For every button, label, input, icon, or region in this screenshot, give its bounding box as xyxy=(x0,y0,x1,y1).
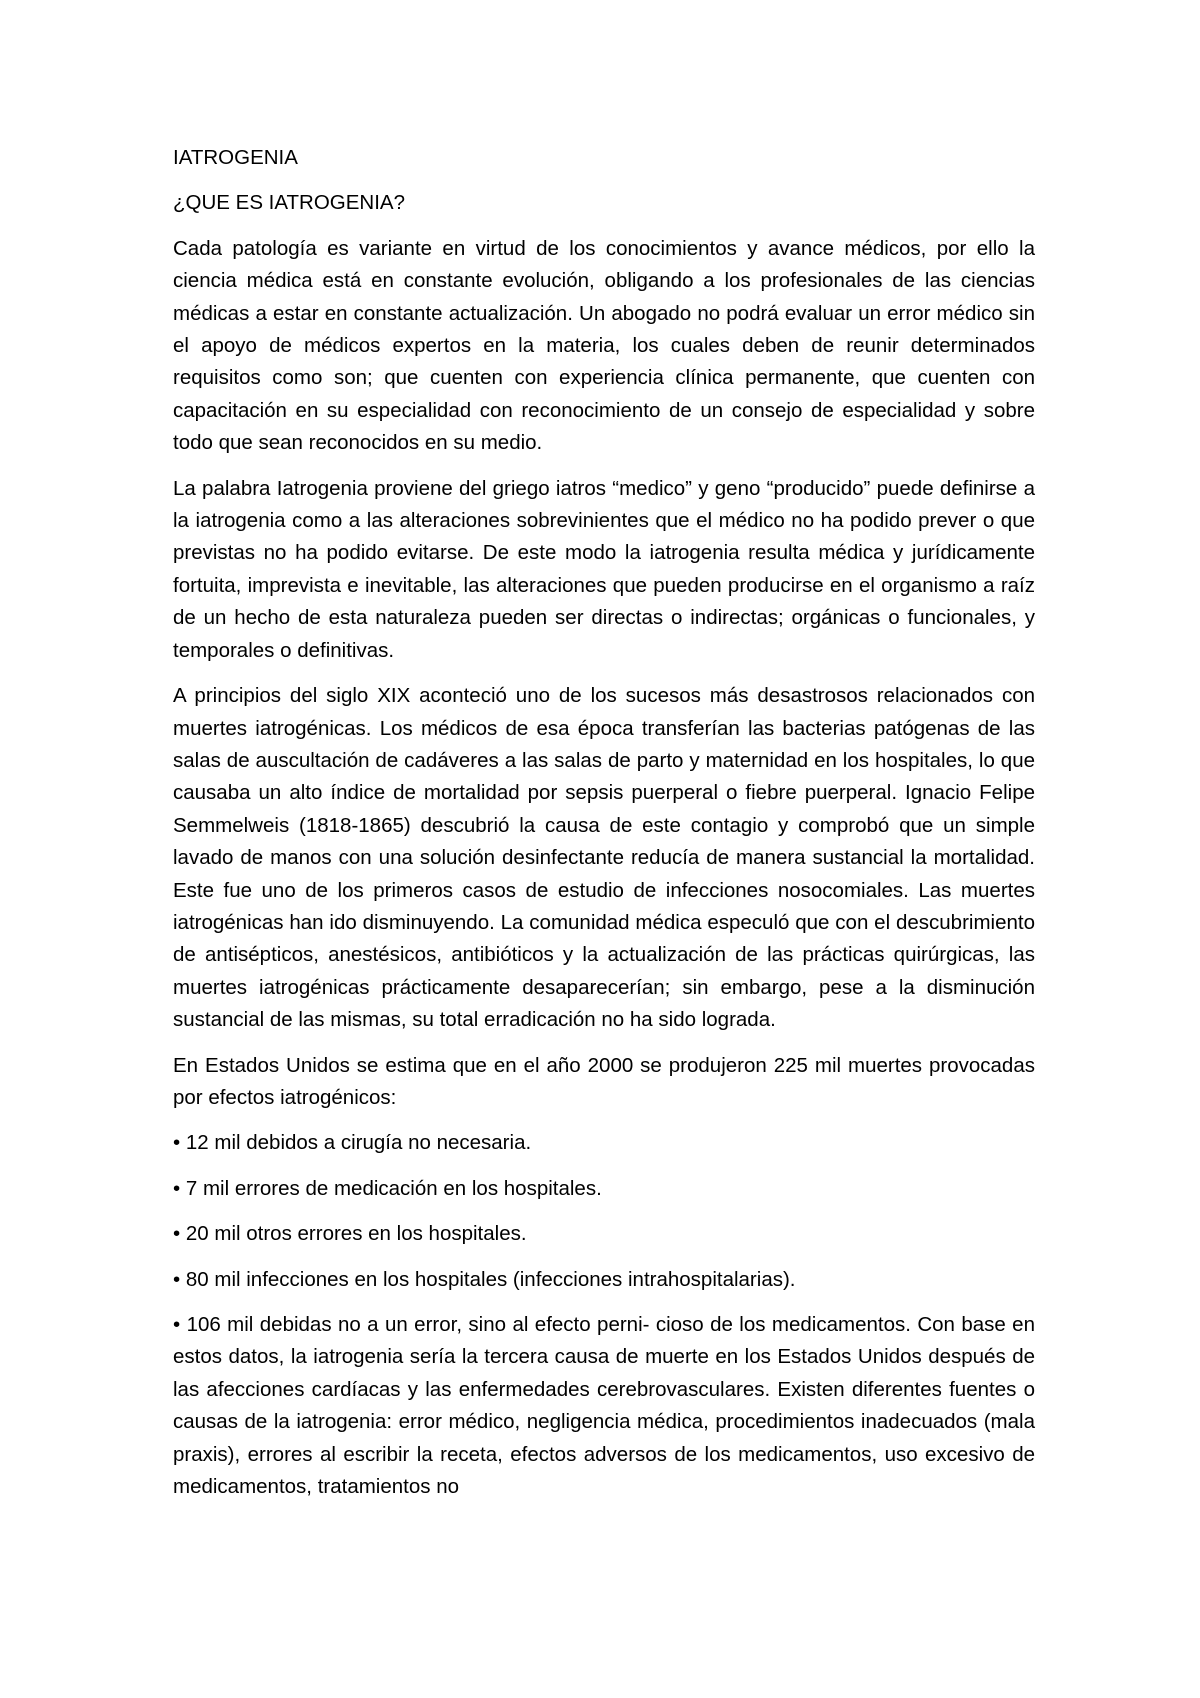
paragraph-professional-requirements: Cada patología es variante en virtud de los conocimientos y avance médicos, por ello la ciencia médica está en constante evolución, obligando a los profesionales de las ciencias médicas a estar en constante actualización. Un abogado no podrá evaluar un error médico sin el apoyo de médicos expertos en la materia, los cuales deben de reunir determinados requisitos como son; que cuenten con experiencia clínica permanente, que cuenten con capacitación en su especialidad con reconocimiento de un consejo de especialidad y sobre todo que sean reconocidos en su medio. xyxy=(173,236,1035,455)
paragraph-final: • 106 mil debidas no a un error, sino al efecto perni- cioso de los medicamentos. Con base en estos datos, la iatrogenia sería la tercera causa de muerte en los Estados Unidos después de las afecciones cardíacas y las enfermedades cerebrovasculares. Existen diferentes fuentes o causas de la iatrogenia: error médico, negligencia médica, procedimientos inadecuados (mala praxis), errores al escribir la receta, efectos adversos de los medicamentos, uso excesivo de medicamentos, tratamientos no xyxy=(173,1313,1035,1499)
paragraph-statistics-intro: En Estados Unidos se estima que en el año 2000 se produjeron 225 mil muertes provocadas por efectos iatrogénicos: xyxy=(173,1053,1035,1109)
paragraph-history: A principios del siglo XIX aconteció uno de los sucesos más desastrosos relacionados con muertes iatrogénicas. Los médicos de esa época transferían las bacterias patógenas de las salas de auscultación de cadáveres a las salas de parto y maternidad en los hospitales, lo que causaba un alto índice de mortalidad por sepsis puerperal o fiebre puerperal. Ignacio Felipe Semmelweis (1818-1865) descubrió la causa de este contagio y comprobó que un simple lavado de manos con una solución desinfectante reducía de manera sustancial la mortalidad. Este fue uno de los primeros casos de estudio de infecciones nosocomiales. Las muertes iatrogénicas han ido disminuyendo. La comunidad médica especuló que con el descubrimiento de antisépticos, anestésicos, antibióticos y la actualización de las prácticas quirúrgicas, las muertes iatrogénicas prácticamente desaparecerían; sin embargo, pese a la disminución sustancial de las mismas, su total erradicación no ha sido lograda. xyxy=(173,684,1035,1032)
list-item: • 12 mil debidos a cirugía no necesaria. xyxy=(173,1131,532,1155)
paragraph-definition: La palabra Iatrogenia proviene del griego iatros “medico” y geno “producido” puede definirse a la iatrogenia como a las alteraciones sobrevinientes que el médico no ha podido prever o que previstas no ha podido evitarse. De este modo la iatrogenia resulta médica y jurídicamente fortuita, imprevista e inevitable, las alteraciones que pueden producirse en el organismo a raíz de un hecho de esta naturaleza pueden ser directas o indirectas; orgánicas o funcionales, y temporales o definitivas. xyxy=(173,476,1035,662)
document-title: IATROGENIA xyxy=(173,146,298,169)
list-item: • 80 mil infecciones en los hospitales (infecciones intrahospitalarias). xyxy=(173,1267,796,1291)
list-item: • 7 mil errores de medicación en los hospitales. xyxy=(173,1176,602,1200)
list-item: • 20 mil otros errores en los hospitales. xyxy=(173,1222,527,1246)
document-subtitle: ¿QUE ES IATROGENIA? xyxy=(173,191,405,215)
document-body xyxy=(173,142,1035,1516)
